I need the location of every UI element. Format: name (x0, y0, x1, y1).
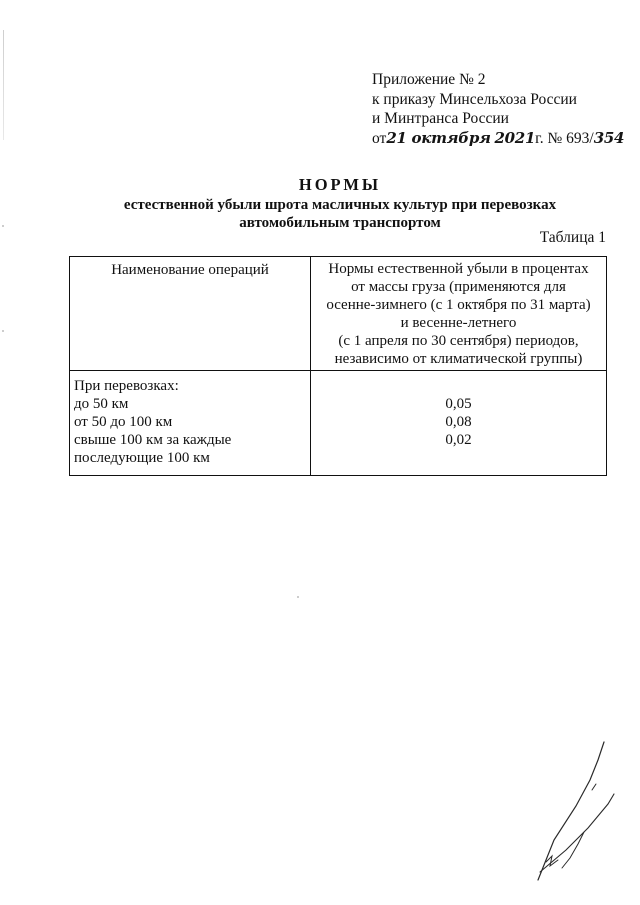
appendix-number: Приложение № 2 (372, 71, 486, 88)
header-norms-line: независимо от климатической группы) (334, 351, 583, 367)
header-norms (311, 257, 607, 371)
operation-item-continued: последующие 100 км (74, 450, 210, 466)
handwritten-signature (532, 732, 616, 882)
scan-speck (297, 596, 299, 598)
scan-speck (2, 330, 4, 332)
operation-item: до 50 км (74, 396, 129, 412)
operations-cell (70, 371, 311, 476)
table-header-row (70, 257, 607, 371)
number-prefix: № 693/ (547, 129, 594, 147)
table-caption: Таблица 1 (539, 229, 606, 246)
table-row (70, 371, 607, 476)
operation-item: от 50 до 100 км (74, 414, 173, 430)
header-operation: Наименование операций (70, 257, 311, 371)
header-norms-line: и весенне-летнего (400, 315, 517, 331)
norm-value: 0,08 (445, 414, 472, 430)
header-norms-line: от массы груза (применяются для (351, 279, 566, 295)
handwritten-date: 21 октября (386, 128, 491, 147)
handwritten-number: 354 (593, 128, 625, 147)
norm-value: 0,05 (445, 396, 472, 412)
title-subtitle-line2: автомобильным транспортом (239, 215, 441, 231)
year-suffix: г. (535, 129, 544, 147)
date-prefix: от (372, 129, 387, 147)
header-norms-line: (с 1 апреля по 30 сентября) периодов, (338, 333, 579, 349)
document-title (60, 174, 620, 232)
operations-heading: При перевозках: (74, 378, 179, 394)
scan-speck (2, 225, 4, 227)
appendix-order-ministry-2: и Минтранса России (372, 110, 509, 127)
header-norms-line: Нормы естественной убыли в процентах (328, 261, 589, 277)
values-spacer (315, 377, 602, 395)
appendix-order-ministry-1: к приказу Минсельхоза России (372, 90, 577, 108)
appendix-date-number (372, 129, 624, 149)
handwritten-year: 2021 (494, 128, 536, 147)
norm-value: 0,02 (445, 432, 472, 448)
title-main: НОРМЫ (298, 175, 382, 194)
header-norms-line: осенне-зимнего (с 1 октября по 31 марта) (326, 297, 591, 313)
operation-item: свыше 100 км за каждые (74, 432, 232, 448)
scan-edge-mark (3, 30, 4, 140)
appendix-reference (372, 70, 624, 148)
norms-table (69, 256, 607, 476)
title-subtitle-line1: естественной убыли шрота масличных культур при перевозках (123, 197, 557, 213)
values-cell (311, 371, 607, 476)
